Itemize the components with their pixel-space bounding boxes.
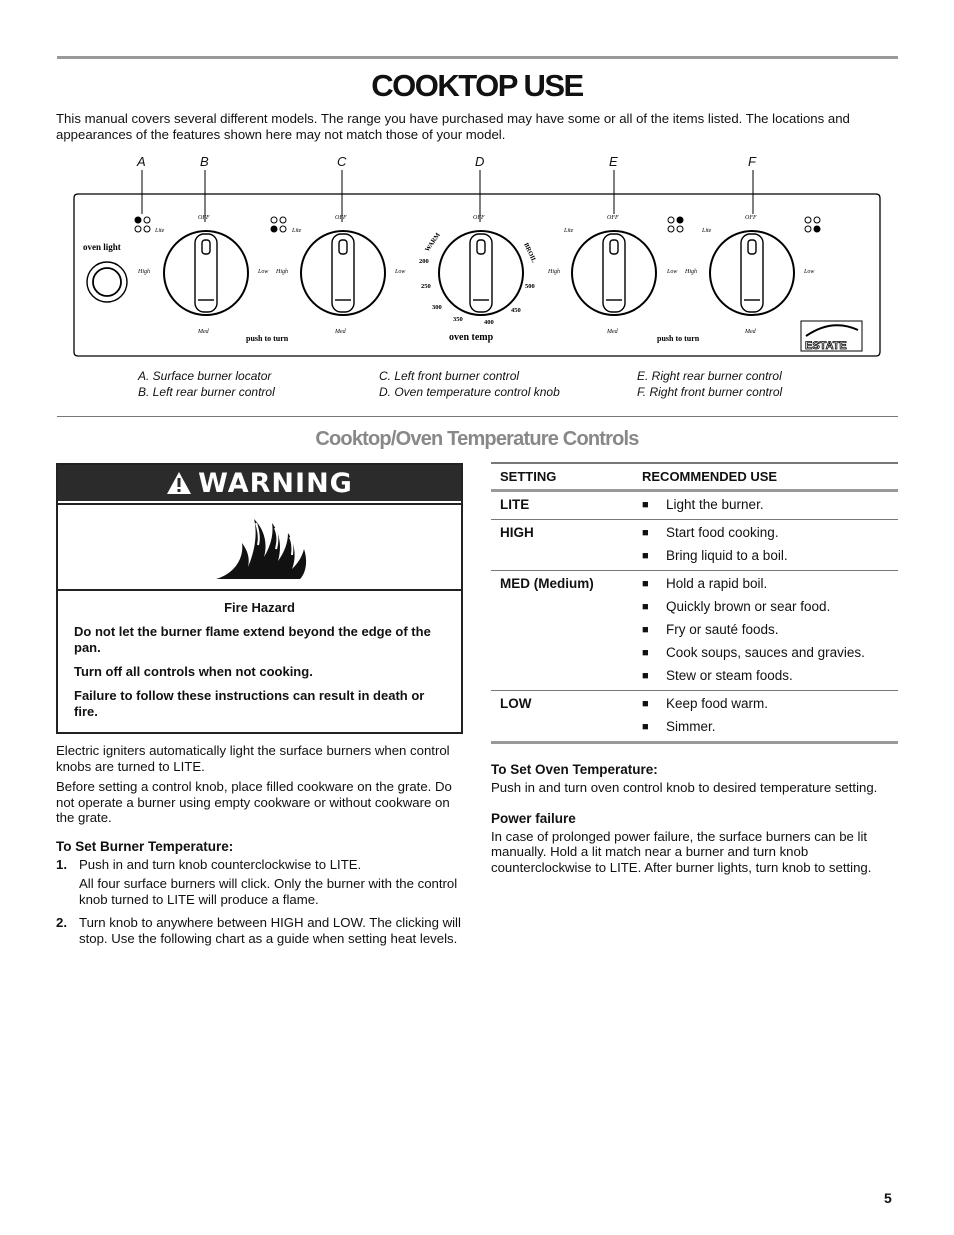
step-1: 1. Push in and turn knob counterclockwise to LITE. — [56, 856, 362, 872]
power-failure-heading: Power failure — [491, 811, 576, 827]
table-row — [491, 520, 898, 571]
use-item — [642, 548, 898, 564]
table-row — [491, 691, 898, 744]
warning-title: WARNING — [198, 467, 353, 499]
top-rule — [57, 56, 898, 59]
use-text: Quickly brown or sear food. — [666, 599, 831, 614]
callout-b: B — [200, 154, 209, 169]
use-text: Light the burner. — [666, 497, 764, 512]
table-row — [491, 571, 898, 691]
svg-text:High: High — [276, 269, 288, 275]
svg-text:OFF: OFF — [335, 215, 347, 221]
use-item — [642, 497, 898, 513]
svg-text:OFF: OFF — [473, 215, 485, 221]
step-1-detail: All four surface burners will click. Only the burner with the control knob turned to LITE will produce a flame. — [79, 876, 458, 907]
use-text: Hold a rapid boil. — [666, 576, 768, 591]
estate-logo — [801, 321, 862, 352]
setting-cell: HIGH — [500, 525, 534, 540]
use-cell — [642, 525, 898, 564]
hazard-title: Fire Hazard — [224, 600, 295, 615]
use-item — [642, 525, 898, 541]
callout-a: A — [137, 154, 146, 169]
svg-text:BROIL: BROIL — [522, 241, 538, 264]
push-to-turn-right: push to turn — [657, 334, 700, 343]
step-2: 2. Turn knob to anywhere between HIGH and LOW. The clicking will stop. Use the following chart as a guide when setting heat levels. — [56, 915, 461, 946]
bullet-icon: ■ — [642, 550, 649, 562]
svg-text:WARM: WARM — [423, 231, 442, 254]
svg-text:250: 250 — [421, 283, 431, 290]
warning-line: Do not let the burner flame extend beyond the edge of the pan. — [74, 624, 431, 655]
svg-text:Low: Low — [395, 269, 406, 275]
bullet-icon: ■ — [642, 698, 649, 710]
use-text: Cook soups, sauces and gravies. — [666, 645, 865, 660]
knob-b — [164, 231, 248, 315]
use-cell — [642, 576, 898, 684]
caption-a: A. Surface burner locator — [138, 369, 272, 383]
bullet-icon: ■ — [642, 578, 649, 590]
callout-c: C — [337, 154, 347, 169]
svg-text:Med: Med — [335, 329, 346, 335]
use-cell — [642, 696, 898, 735]
oven-temp-label: oven temp — [449, 332, 494, 343]
setting-cell: LITE — [500, 497, 530, 512]
control-panel-illustration — [0, 150, 954, 400]
svg-text:Lite: Lite — [564, 228, 574, 234]
svg-text:High: High — [548, 269, 560, 275]
fire-hazard-symbol — [58, 503, 461, 591]
use-text: Stew or steam foods. — [666, 668, 793, 683]
use-text: Start food cooking. — [666, 525, 779, 540]
caption-d: D. Oven temperature control knob — [379, 385, 560, 399]
warning-header — [58, 465, 461, 501]
bullet-icon: ■ — [642, 527, 649, 539]
use-text: Fry or sauté foods. — [666, 622, 779, 637]
knob-c — [301, 231, 385, 315]
callout-f: F — [748, 154, 756, 169]
knob-e — [572, 231, 656, 315]
setting-cell: MED (Medium) — [500, 576, 594, 591]
warning-box — [56, 463, 463, 734]
svg-text:Low: Low — [258, 269, 269, 275]
svg-text:Lite: Lite — [155, 228, 165, 234]
callout-e: E — [609, 154, 618, 169]
oven-temp-paragraph: Push in and turn oven control knob to desired temperature setting. — [491, 779, 878, 795]
warning-triangle-icon — [166, 471, 192, 495]
use-text: Simmer. — [666, 719, 716, 734]
use-item — [642, 622, 898, 638]
page-title: COOKTOP USE — [371, 68, 583, 103]
caption-f: F. Right front burner control — [637, 385, 783, 399]
caption-e: E. Right rear burner control — [637, 369, 782, 383]
svg-text:400: 400 — [484, 319, 494, 326]
bullet-icon: ■ — [642, 624, 649, 636]
svg-text:200: 200 — [419, 258, 429, 265]
svg-text:ESTATE: ESTATE — [805, 340, 847, 352]
igniter-paragraph: Electric igniters automatically light the surface burners when control knobs are turned to LITE. — [56, 743, 450, 774]
warning-line: Turn off all controls when not cooking. — [74, 664, 313, 679]
use-cell — [642, 497, 898, 513]
svg-text:Lite: Lite — [292, 228, 302, 234]
section-heading: Cooktop/Oven Temperature Controls — [315, 428, 639, 450]
use-text: Bring liquid to a boil. — [666, 548, 788, 563]
burner-temp-heading: To Set Burner Temperature: — [56, 838, 234, 854]
oven-temp-heading: To Set Oven Temperature: — [491, 762, 658, 777]
use-item — [642, 668, 898, 684]
right-column — [491, 762, 901, 876]
caption-b: B. Left rear burner control — [138, 385, 275, 399]
knob-d — [439, 231, 523, 315]
page-number: 5 — [884, 1190, 892, 1206]
use-item — [642, 719, 898, 735]
use-item — [642, 576, 898, 592]
bullet-icon: ■ — [642, 499, 649, 511]
use-item — [642, 696, 898, 712]
bullet-icon: ■ — [642, 721, 649, 733]
caption-c: C. Left front burner control — [379, 369, 520, 383]
svg-text:350: 350 — [453, 316, 463, 323]
left-column — [56, 743, 466, 951]
svg-text:High: High — [685, 269, 697, 275]
bullet-icon: ■ — [642, 670, 649, 682]
use-text: Keep food warm. — [666, 696, 769, 711]
svg-text:Lite: Lite — [702, 228, 712, 234]
callout-d: D — [475, 154, 485, 169]
svg-text:OFF: OFF — [607, 215, 619, 221]
power-failure-paragraph: In case of prolonged power failure, the surface burners can be lit manually. Hold a lit match near a burner and turn knob counterclockwise to LITE. After burner lights, turn knob to setting. — [491, 828, 872, 875]
bullet-icon: ■ — [642, 647, 649, 659]
intro-paragraph: This manual covers several different models. The range you have purchased may have some or all of the items listed. The locations and appearances of the features shown here may not match those of your model. — [56, 111, 850, 142]
settings-table — [491, 462, 898, 744]
cookware-paragraph: Before setting a control knob, place filled cookware on the grate. Do not operate a burner using empty cookware or without cookware on the grate. — [56, 779, 452, 826]
svg-text:High: High — [138, 269, 150, 275]
section-rule — [57, 416, 898, 417]
svg-text:450: 450 — [511, 307, 521, 314]
push-to-turn-left: push to turn — [246, 334, 289, 343]
svg-text:Low: Low — [667, 269, 678, 275]
svg-text:500: 500 — [525, 283, 535, 290]
table-header: SETTING RECOMMENDED USE — [491, 462, 898, 492]
svg-text:OFF: OFF — [198, 215, 210, 221]
warning-line: Failure to follow these instructions can result in death or fire. — [74, 688, 425, 719]
svg-text:Med: Med — [607, 329, 618, 335]
use-item — [642, 599, 898, 615]
setting-cell: LOW — [500, 696, 532, 711]
bullet-icon: ■ — [642, 601, 649, 613]
oven-light-label: oven light — [83, 242, 121, 252]
knob-f — [710, 231, 794, 315]
flame-icon — [214, 513, 314, 587]
svg-text:Med: Med — [198, 329, 209, 335]
table-row — [491, 492, 898, 520]
svg-text:Low: Low — [804, 269, 815, 275]
svg-text:300: 300 — [432, 304, 442, 311]
svg-text:Med: Med — [745, 329, 756, 335]
use-item — [642, 645, 898, 661]
svg-text:OFF: OFF — [745, 215, 757, 221]
